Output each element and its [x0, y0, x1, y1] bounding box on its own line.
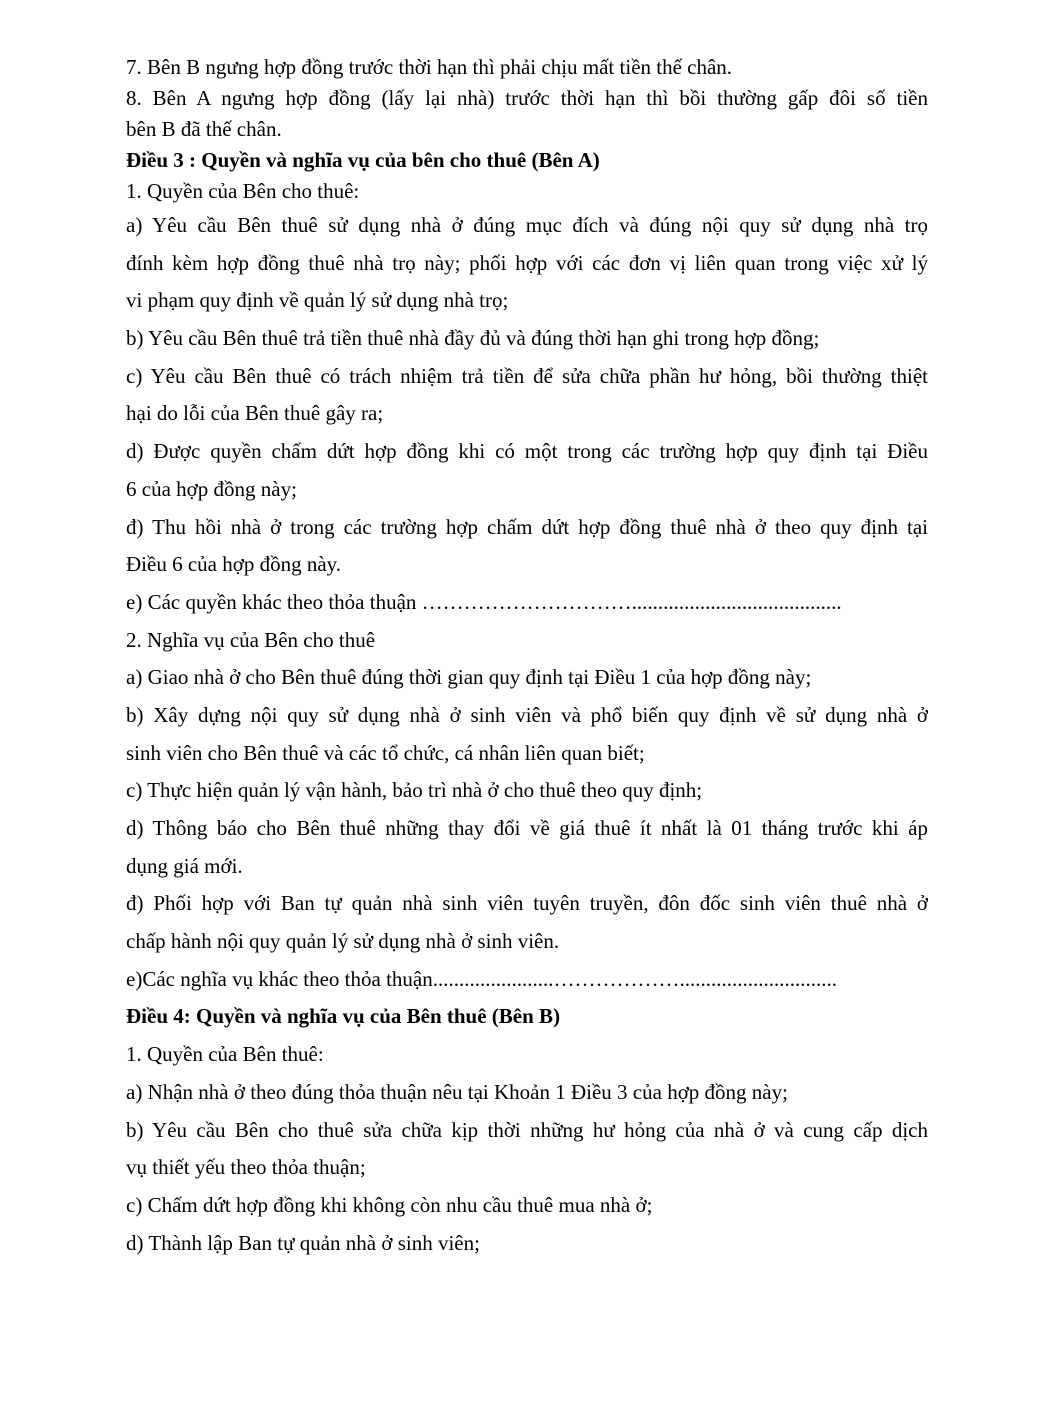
text-line: chấp hành nội quy quản lý sử dụng nhà ở sinh viên.: [126, 929, 560, 954]
text-line: 6 của hợp đồng này;: [126, 476, 297, 501]
text-line: d) Được quyền chấm dứt hợp đồng khi có một trong các trường hợp quy định tại Điều: [126, 439, 928, 464]
text-line: a) Giao nhà ở cho Bên thuê đúng thời gian quy định tại Điều 1 của hợp đồng này;: [126, 665, 812, 690]
text-line: a) Yêu cầu Bên thuê sử dụng nhà ở đúng mục đích và đúng nội quy sử dụng nhà trọ: [126, 213, 928, 237]
article-heading: Điều 3 : Quyền và nghĩa vụ của bên cho thuê (Bên A): [126, 148, 600, 172]
text-line: e) Các quyền khác theo thỏa thuận …………………………........................................: [126, 589, 842, 614]
text-line: 8. Bên A ngưng hợp đồng (lấy lại nhà) trước thời hạn thì bồi thường gấp đôi số tiền: [126, 86, 928, 110]
text-line: a) Nhận nhà ở theo đúng thỏa thuận nêu tại Khoản 1 Điều 3 của hợp đồng này;: [126, 1079, 788, 1104]
text-line: e)Các nghĩa vụ khác theo thỏa thuận.......................………………..............................: [126, 966, 837, 991]
text-line: b) Xây dựng nội quy sử dụng nhà ở sinh viên và phổ biến quy định về sử dụng nhà ở: [126, 702, 928, 727]
text-line: dụng giá mới.: [126, 853, 243, 878]
text-line: 7. Bên B ngưng hợp đồng trước thời hạn thì phải chịu mất tiền thế chân.: [126, 55, 733, 79]
text-line: bên B đã thế chân.: [126, 117, 282, 141]
text-line: vụ thiết yếu theo thỏa thuận;: [126, 1155, 366, 1180]
text-line: đ) Thu hồi nhà ở trong các trường hợp chấm dứt hợp đồng thuê nhà ở theo quy định tại: [126, 514, 928, 539]
text-line: d) Thông báo cho Bên thuê những thay đổi về giá thuê ít nhất là 01 tháng trước khi áp: [126, 816, 928, 840]
text-line: c) Thực hiện quản lý vận hành, bảo trì nhà ở cho thuê theo quy định;: [126, 778, 703, 803]
text-line: sinh viên cho Bên thuê và các tổ chức, cá nhân liên quan biết;: [126, 740, 645, 765]
document-page: [126, 52, 928, 1262]
text-line: đính kèm hợp đồng thuê nhà trọ này; phối hợp với các đơn vị liên quan trong việc xử lý: [126, 250, 928, 275]
text-line: 1. Quyền của Bên cho thuê:: [126, 179, 360, 203]
text-line: Điều 6 của hợp đồng này.: [126, 552, 342, 577]
text-line: b) Yêu cầu Bên cho thuê sửa chữa kịp thời những hư hỏng của nhà ở và cung cấp dịch: [126, 1117, 928, 1142]
text-line: 1. Quyền của Bên thuê:: [126, 1042, 324, 1067]
text-line: đ) Phối hợp với Ban tự quản nhà sinh viên tuyên truyền, đôn đốc sinh viên thuê nhà ở: [126, 891, 928, 916]
text-line: c) Yêu cầu Bên thuê có trách nhiệm trả tiền để sửa chữa phần hư hỏng, bồi thường thiệt: [126, 363, 928, 388]
text-line: c) Chấm dứt hợp đồng khi không còn nhu cầu thuê mua nhà ở;: [126, 1192, 653, 1217]
text-line: b) Yêu cầu Bên thuê trả tiền thuê nhà đầy đủ và đúng thời hạn ghi trong hợp đồng;: [126, 326, 820, 351]
text-line: hại do lỗi của Bên thuê gây ra;: [126, 401, 384, 426]
text-line: d) Thành lập Ban tự quản nhà ở sinh viên;: [126, 1230, 480, 1255]
text-line: 2. Nghĩa vụ của Bên cho thuê: [126, 627, 376, 652]
text-line: vi phạm quy định về quản lý sử dụng nhà trọ;: [126, 288, 509, 313]
article-heading: Điều 4: Quyền và nghĩa vụ của Bên thuê (Bên B): [126, 1004, 561, 1029]
